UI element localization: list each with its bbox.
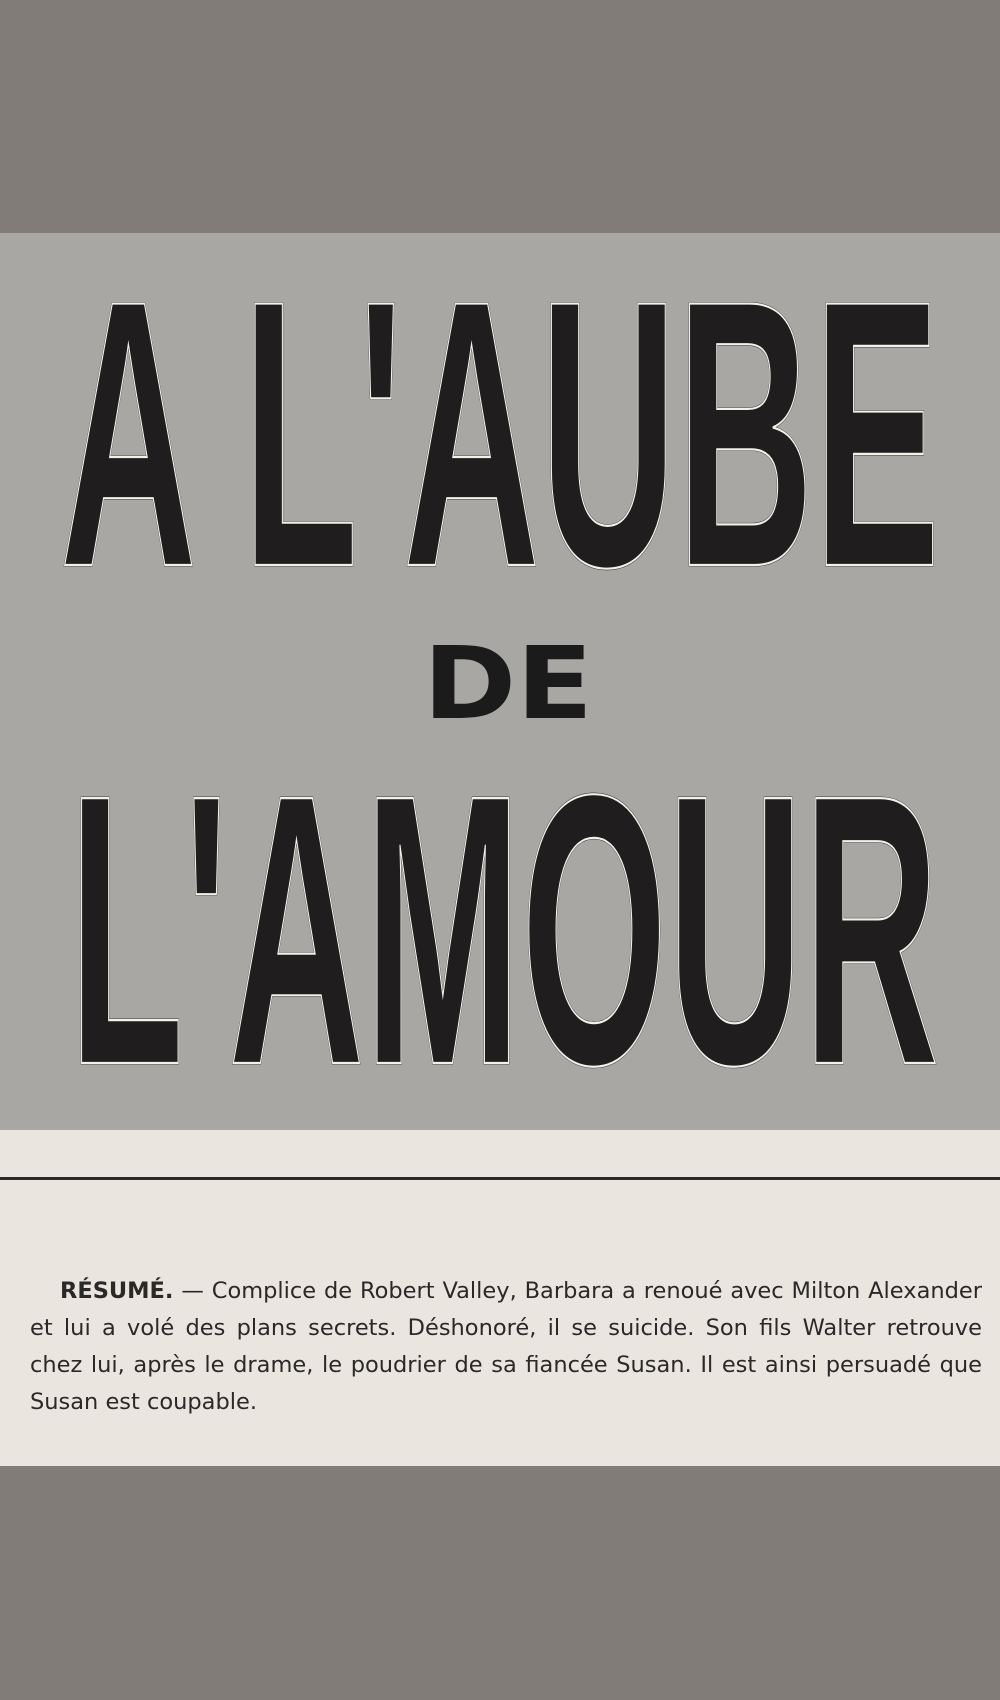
title-line-3: L'AMOUR [69,714,939,1130]
horizontal-rule [0,1177,1000,1180]
title-lettering [0,233,1000,1130]
summary-label: RÉSUMÉ. [60,1278,174,1304]
title-line-1-inline: A L'AUBE [60,233,940,646]
summary-paragraph [30,1273,982,1421]
newspaper-clipping [0,233,1000,1466]
title-panel [0,233,1000,1130]
summary-text: — Complice de Robert Valley, Barbara a renoué avec Milton Alexander et lui a volé des plans secrets. Déshonoré, il se suicide. Son fils Walter retrouve chez lui, après le drame, le poudrier de sa fiancée Susan. Il est ainsi persuadé que Susan est coupable. [30,1278,982,1415]
title-line-3-inline: L'AMOUR [69,714,939,1130]
title-line-1: A L'AUBE [60,233,940,646]
title-line-2: DE [423,625,593,742]
